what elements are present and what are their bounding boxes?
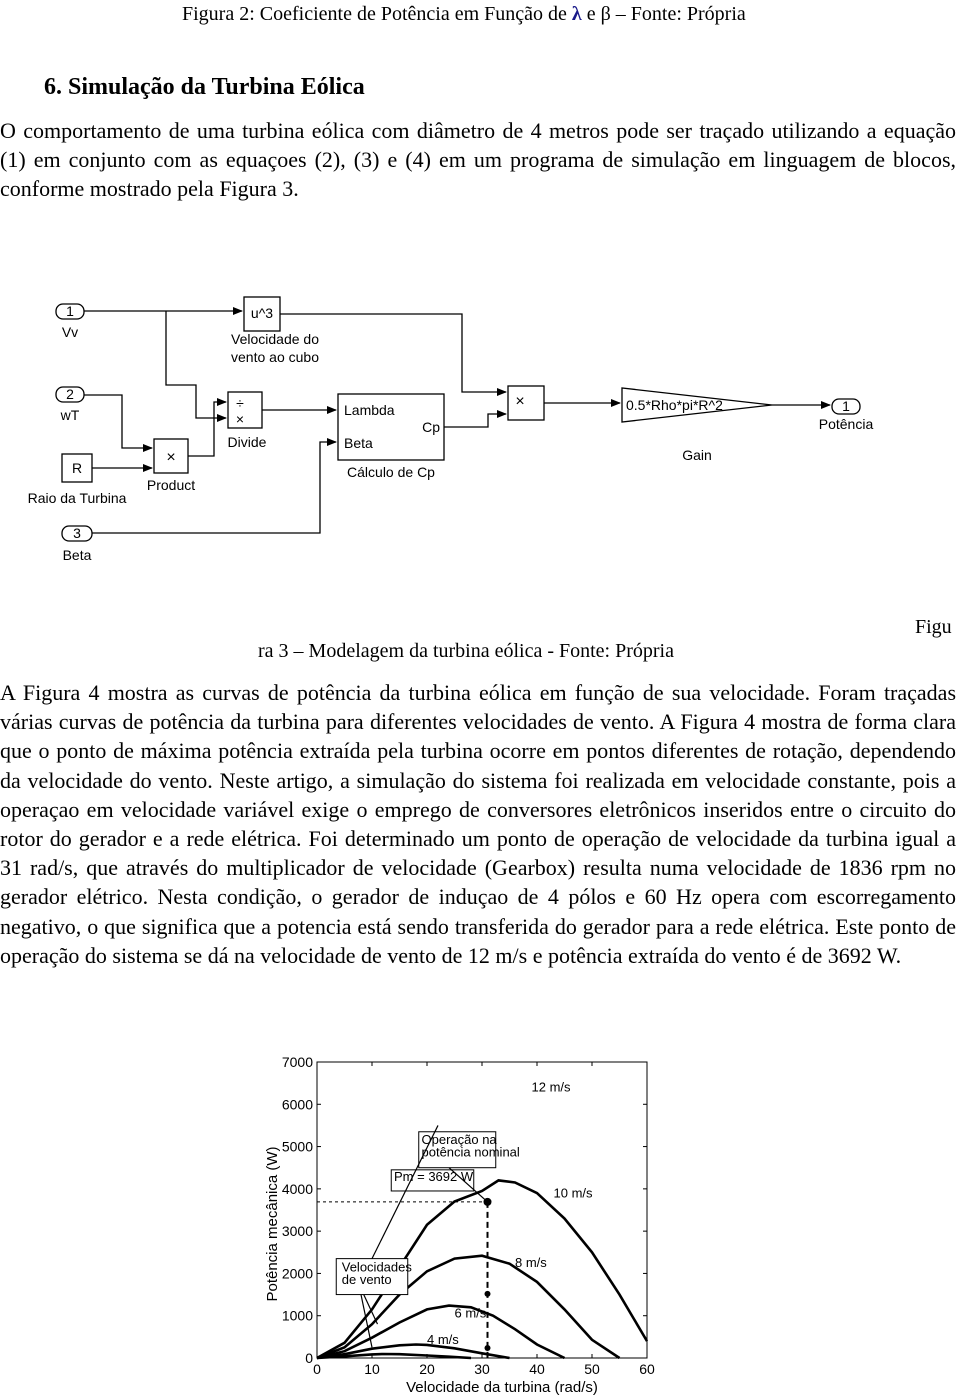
cube-label-line1: Velocidade do — [231, 331, 319, 347]
y-tick-label: 4000 — [281, 1180, 313, 1197]
outport-label: Potência — [818, 416, 874, 432]
lambda-symbol: λ — [571, 3, 582, 25]
power-curve-chart — [255, 1052, 685, 1398]
divide-label: Divide — [227, 434, 267, 450]
chart-annotation: Pm = 3692 W — [394, 1169, 474, 1185]
inport-vv-label: Vv — [61, 324, 79, 340]
x-tick-label: 50 — [584, 1361, 600, 1377]
product2-symbol: × — [515, 393, 525, 410]
paragraph-analysis: A Figura 4 mostra as curvas de potência da turbina eólica em função de sua velocidade. Foram traçadas várias curvas de potência da turbina para diferentes velocidades de vento. A Figura 4 mostra de forma clara que o ponto de máxima potência extraída pela turbina ocorre em pontos diferentes de rotação, dependendo da velocidade do vento. Neste artigo, a simulação do sistema foi realizada em velocidade constante, pois a operaçao em velocidade variável exige o emprego de conversores eletrônicos inseridos entre o circuito do rotor do gerador e a rede elétrica. Foi determinado um ponto de operação de velocidade da turbina igual a 31 rad/s, que através do multiplicador de velocidade (Gearbox) resulta numa velocidade de 1836 rpm no gerador elétrico. Nesta condição, o gerador de induçao de 4 pólos e 60 Hz opera com escorregamento negativo, o que significa que a potencia está sendo transferida do gerador para a rede elétrica. Este ponto de operação do sistema se dá na velocidade de vento de 12 m/s e potência extraída do vento é de 3692 W. — [0, 680, 956, 968]
chart-annotation: de vento — [341, 1272, 392, 1287]
wire-wt-to-product — [84, 395, 152, 448]
series-label: 12 m/s — [531, 1079, 571, 1095]
product2-block — [508, 386, 544, 420]
wire-product-to-divide — [188, 402, 226, 456]
y-tick-label: 1000 — [281, 1307, 313, 1324]
cp-output-label: Cp — [422, 419, 440, 435]
chart-x-axis-label: Velocidade da turbina (rad/s) — [406, 1379, 598, 1396]
inport-vv-number: 1 — [66, 303, 74, 319]
series-label: 4 m/s — [427, 1332, 459, 1348]
curve-point-marker — [485, 1345, 491, 1351]
y-tick-label: 5000 — [281, 1138, 313, 1155]
curve-point-marker — [485, 1291, 491, 1297]
wire-cp-to-product2 — [444, 414, 506, 427]
divide-div-symbol: ÷ — [236, 395, 244, 411]
series-label: 10 m/s — [553, 1185, 593, 1201]
chart-y-axis-label: Potência mecânica (W) — [264, 1146, 281, 1302]
y-tick-label: 2000 — [281, 1265, 313, 1282]
product-symbol: × — [166, 449, 176, 466]
figure-2-caption-suffix: e β – Fonte: Própria — [586, 3, 746, 25]
wind-speeds-pointer — [372, 1125, 438, 1258]
chart-annotation: Operação na — [421, 1132, 497, 1148]
x-tick-label: 60 — [639, 1361, 655, 1377]
y-tick-label: 0 — [305, 1350, 313, 1366]
inport-beta-number: 3 — [73, 525, 81, 541]
divide-mul-symbol: × — [235, 411, 245, 427]
gain-expression: 0.5*Rho*pi*R^2 — [626, 397, 723, 413]
gain-label: Gain — [682, 447, 712, 463]
x-tick-label: 20 — [419, 1361, 435, 1377]
figure-2-caption-prefix: Figura 2: Coeficiente de Potência em Função de — [182, 3, 567, 25]
x-tick-label: 10 — [364, 1361, 380, 1377]
cp-block-label: Cálculo de Cp — [347, 464, 435, 480]
series-label: 6 m/s — [454, 1305, 487, 1321]
outport-number: 1 — [842, 398, 850, 414]
constant-r-value: R — [71, 460, 83, 476]
y-tick-label: 6000 — [281, 1096, 313, 1113]
inport-wt-label: wT — [60, 407, 80, 423]
chart-annotation: potência nominal — [421, 1144, 520, 1160]
y-tick-label: 3000 — [281, 1223, 313, 1240]
x-tick-label: 0 — [313, 1361, 321, 1377]
figure-2-caption — [182, 3, 746, 26]
inport-beta-label: Beta — [62, 547, 92, 563]
inport-wt-number: 2 — [66, 386, 74, 402]
cp-input-lambda: Lambda — [344, 402, 395, 418]
figure-3-caption-fragment: Figu — [915, 616, 952, 638]
chart-annotation: Velocidades — [341, 1259, 412, 1275]
product-label: Product — [146, 477, 196, 493]
x-tick-label: 30 — [474, 1361, 490, 1377]
paragraph-intro: O comportamento de uma turbina eólica com diâmetro de 4 metros pode ser traçado utilizando a equação (1) em conjunto com as equaçoes (2), (3) e (4) em um programa de simulação em linguagem de blocos, conforme mostrado pela Figura 3. — [0, 118, 956, 202]
series-label: 8 m/s — [515, 1255, 547, 1271]
cube-label-line2: vento ao cubo — [231, 349, 319, 365]
x-tick-label: 40 — [529, 1361, 545, 1377]
cube-expression: u^3 — [250, 305, 274, 321]
cp-input-beta: Beta — [344, 435, 373, 451]
constant-r-label: Raio da Turbina — [27, 490, 127, 506]
y-tick-label: 7000 — [281, 1054, 313, 1070]
figure-3-caption: ra 3 – Modelagem da turbina eólica - Fonte: Própria — [258, 640, 674, 662]
section-heading: 6. Simulação da Turbina Eólica — [44, 74, 365, 100]
simulink-block-diagram — [0, 290, 960, 620]
divide-block — [228, 392, 262, 428]
